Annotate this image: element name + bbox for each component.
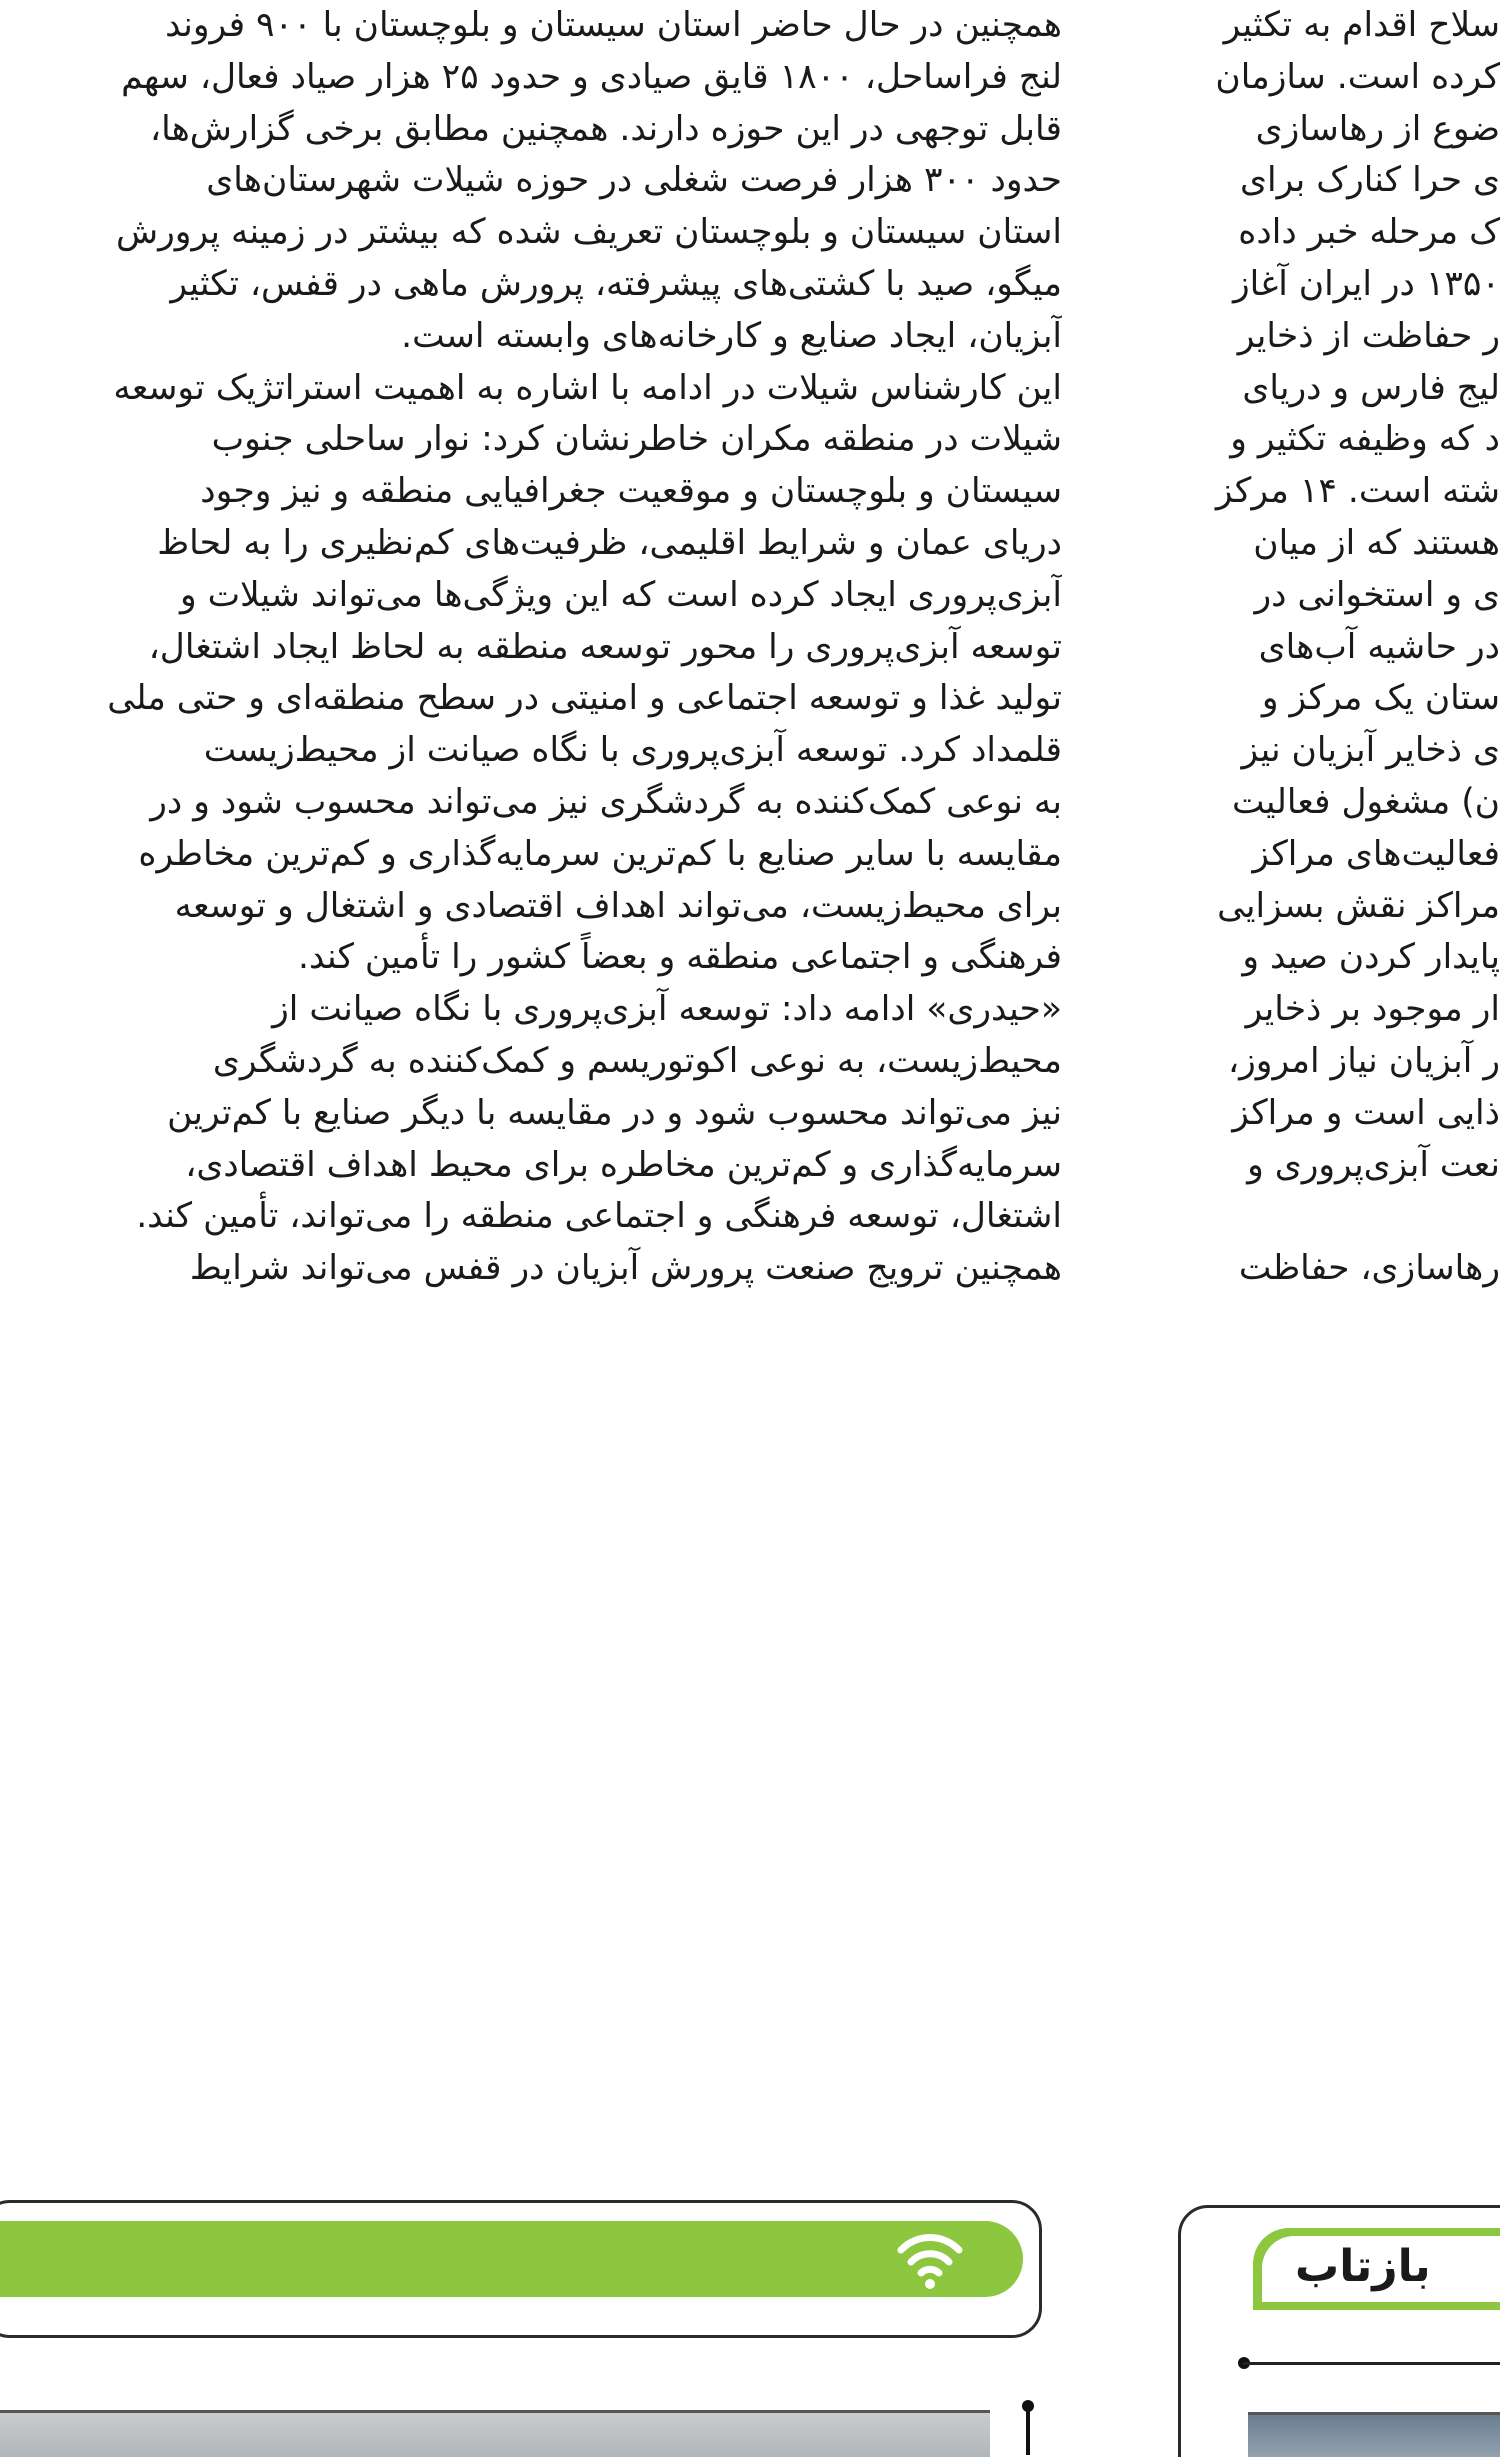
text-line: همچنین ترویج صنعت پرورش آبزیان در قفس می‌تواند شرایط xyxy=(189,1248,1062,1289)
text-line: ی ذخایر آبزیان نیز xyxy=(1241,730,1500,771)
text-line: ۱۳۵۰ در ایران آغاز xyxy=(1233,263,1500,304)
text-line: قابل توجهی در این حوزه دارند. همچنین مطابق برخی گزارش‌ها، xyxy=(149,108,1062,149)
text-line: ن) مشغول فعالیت xyxy=(1232,781,1500,822)
article-side-text xyxy=(1162,0,1500,1295)
text-line: قلمداد کرد. توسعه آبزی‌پروری با نگاه صیانت از محیط‌زیست xyxy=(203,730,1062,771)
text-line: سیستان و بلوچستان و موقعیت جغرافیایی منطقه و نیز وجود xyxy=(200,471,1062,512)
text-line: این کارشناس شیلات در ادامه با اشاره به اهمیت استراتژیک توسعه xyxy=(113,367,1062,408)
text-line: ر حفاظت از ذخایر xyxy=(1237,315,1500,356)
news-box-left xyxy=(0,2200,1042,2338)
text-line: حدود ۳۰۰ هزار فرصت شغلی در حوزه شیلات شهرستان‌های xyxy=(206,160,1062,201)
reflection-title: بازتاب xyxy=(1295,2241,1431,2292)
text-line: نعت آبزی‌پروری و xyxy=(1247,1144,1500,1185)
text-line: شیلات در منطقه مکران خاطرنشان کرد: نوار ساحلی جنوب xyxy=(211,419,1062,460)
reflection-photo xyxy=(1248,2412,1500,2457)
text-line: نیز می‌تواند محسوب شود و در مقایسه با دیگر صنایع با کم‌ترین xyxy=(167,1092,1062,1133)
text-line: ضوع از رهاسازی xyxy=(1255,108,1500,149)
text-line: همچنین در حال حاضر استان سیستان و بلوچستان با ۹۰۰ فروند xyxy=(165,5,1062,45)
text-line: مراکز نقش بسزایی xyxy=(1217,885,1500,926)
text-line: توسعه آبزی‌پروری را محور توسعه منطقه به لحاظ ایجاد اشتغال، xyxy=(148,626,1062,667)
text-line: آبزیان، ایجاد صنایع و کارخانه‌های وابسته است. xyxy=(401,315,1062,356)
text-line: شته است. ۱۴ مرکز xyxy=(1215,471,1500,512)
wifi-icon xyxy=(895,2226,965,2292)
text-line: هستند که از میان xyxy=(1253,522,1500,563)
text-line: کرده است. سازمان xyxy=(1215,56,1500,97)
text-line: دریای عمان و شرایط اقلیمی، ظرفیت‌های کم‌نظیری را به لحاظ xyxy=(157,522,1062,563)
text-line: پایدار کردن صید و xyxy=(1242,937,1500,978)
text-line: ار موجود بر ذخایر xyxy=(1245,989,1500,1030)
text-line: لیج فارس و دریای xyxy=(1242,367,1500,408)
text-line: رهاسازی، حفاظت xyxy=(1238,1248,1500,1289)
text-line: ذایی است و مراکز xyxy=(1232,1092,1500,1133)
text-line: ستان یک مرکز و xyxy=(1261,678,1500,719)
text-line: فرهنگی و اجتماعی منطقه و بعضاً کشور را تأمین کند. xyxy=(297,937,1062,978)
text-line: محیط‌زیست، به نوعی اکوتوریسم و کمک‌کننده به گردشگری xyxy=(212,1040,1062,1081)
text-line: سرمایه‌گذاری و کم‌ترین مخاطره برای محیط اهداف اقتصادی، xyxy=(185,1144,1062,1185)
vertical-rule xyxy=(1026,2405,1030,2455)
text-line: فعالیت‌های مراکز xyxy=(1252,833,1500,874)
text-line xyxy=(1162,1191,1500,1243)
text-line: تولید غذا و توسعه اجتماعی و امنیتی در سطح منطقه‌ای و حتی ملی xyxy=(107,678,1062,719)
text-line: استان سیستان و بلوچستان تعریف شده که بیشتر در زمینه پرورش xyxy=(115,212,1062,253)
news-photo-left xyxy=(0,2410,990,2457)
text-line: سلاح اقدام به تکثیر xyxy=(1223,5,1500,45)
text-line: «حیدری» ادامه داد: توسعه آبزی‌پروری با نگاه صیانت از xyxy=(272,989,1062,1030)
news-box-header-bar xyxy=(0,2221,1023,2297)
text-line: مقایسه با سایر صنایع با کم‌ترین سرمایه‌گذاری و کم‌ترین مخاطره xyxy=(138,833,1062,874)
text-line: برای محیط‌زیست، می‌تواند اهداف اقتصادی و اشتغال و توسعه xyxy=(174,885,1062,926)
text-line: در حاشیه آب‌های xyxy=(1258,626,1500,667)
article-side-column xyxy=(1162,0,1500,2110)
text-line: ی حرا کنارک برای xyxy=(1240,160,1500,201)
text-line: ک مرحله خبر داده xyxy=(1238,212,1500,253)
text-line: لنج فراساحل، ۱۸۰۰ قایق صیادی و حدود ۲۵ هزار صیاد فعال، سهم xyxy=(121,56,1062,97)
text-line: ی و استخوانی در xyxy=(1254,574,1500,615)
text-line: ر آبزیان نیاز امروز، xyxy=(1228,1040,1500,1081)
horizontal-rule xyxy=(1243,2362,1500,2365)
text-line: به نوعی کمک‌کننده به گردشگری نیز می‌تواند محسوب شود و در xyxy=(150,781,1062,822)
text-line: میگو، صید با کشتی‌های پیشرفته، پرورش ماهی در قفس، تکثیر xyxy=(170,263,1062,304)
article-main-text xyxy=(0,0,1062,1295)
text-line: د که وظیفه تکثیر و xyxy=(1230,419,1500,460)
text-line: آبزی‌پروری ایجاد کرده است که این ویژگی‌ها می‌تواند شیلات و xyxy=(179,574,1062,615)
text-line: اشتغال، توسعه فرهنگی و اجتماعی منطقه را می‌تواند، تأمین کند. xyxy=(136,1196,1062,1237)
